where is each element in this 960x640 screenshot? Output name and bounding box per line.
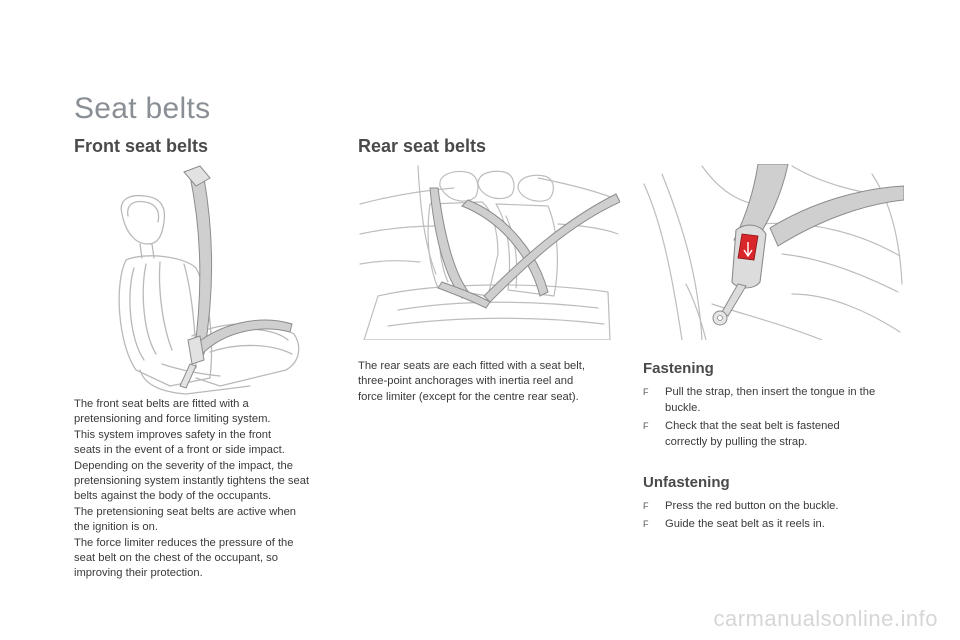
front-text-line: improving their protection. bbox=[74, 567, 203, 580]
front-text-line: The front seat belts are fitted with a bbox=[74, 398, 249, 410]
front-text-line: seats in the event of a front or side impact. bbox=[74, 444, 285, 457]
fastening-step bbox=[643, 384, 875, 416]
rear-text-line: The rear seats are each fitted with a seat belt, bbox=[358, 360, 585, 372]
bullet-icon: F bbox=[643, 387, 649, 397]
front-text-line: The force limiter reduces the pressure of the bbox=[74, 536, 294, 549]
step-text: correctly by pulling the strap. bbox=[665, 436, 808, 448]
unfastening-steps bbox=[643, 498, 839, 534]
front-seat-belts-heading: Front seat belts bbox=[74, 136, 209, 156]
fastening-steps bbox=[643, 384, 875, 452]
front-seat-belt-illustration bbox=[100, 164, 310, 396]
front-text-line: pretensioning and force limiting system. bbox=[74, 413, 271, 426]
rear-seat-belts-heading: Rear seat belts bbox=[358, 136, 487, 156]
front-text-line: pretensioning system instantly tightens the seat bbox=[74, 475, 310, 488]
page-title: Seat belts bbox=[74, 92, 211, 125]
front-text-line: seat belt on the chest of the occupant, so bbox=[74, 552, 278, 565]
bullet-icon: F bbox=[643, 421, 649, 431]
rear-seat-belts-description bbox=[358, 359, 585, 405]
front-text-line: This system improves safety in the front bbox=[74, 428, 272, 441]
step-text: Guide the seat belt as it reels in. bbox=[665, 518, 825, 530]
step-text: Pull the strap, then insert the tongue in the bbox=[665, 386, 876, 398]
rear-seat-belts-illustration bbox=[358, 164, 620, 340]
front-text-line: belts against the body of the occupants. bbox=[74, 490, 272, 503]
front-text-line: the ignition is on. bbox=[74, 521, 158, 534]
step-text: Check that the seat belt is fastened bbox=[665, 420, 840, 432]
rear-text-line: three-point anchorages with inertia reel and bbox=[358, 375, 574, 388]
step-text: Press the red button on the buckle. bbox=[665, 500, 839, 512]
step-text: buckle. bbox=[665, 402, 701, 414]
front-seat-belts-description bbox=[74, 397, 309, 582]
bullet-icon: F bbox=[643, 501, 649, 511]
front-text-line: Depending on the severity of the impact, the bbox=[74, 459, 293, 472]
unfastening-step bbox=[643, 498, 839, 514]
rear-text-line: force limiter (except for the centre rear seat). bbox=[358, 390, 579, 403]
buckle-illustration bbox=[642, 164, 904, 340]
fastening-step bbox=[643, 418, 875, 450]
unfastening-step bbox=[643, 516, 839, 532]
bullet-icon: F bbox=[643, 519, 649, 529]
front-text-line: The pretensioning seat belts are active when bbox=[74, 505, 297, 518]
fastening-heading: Fastening bbox=[643, 360, 714, 377]
unfastening-heading: Unfastening bbox=[643, 474, 730, 491]
watermark: carmanualsonline.info bbox=[713, 606, 938, 631]
